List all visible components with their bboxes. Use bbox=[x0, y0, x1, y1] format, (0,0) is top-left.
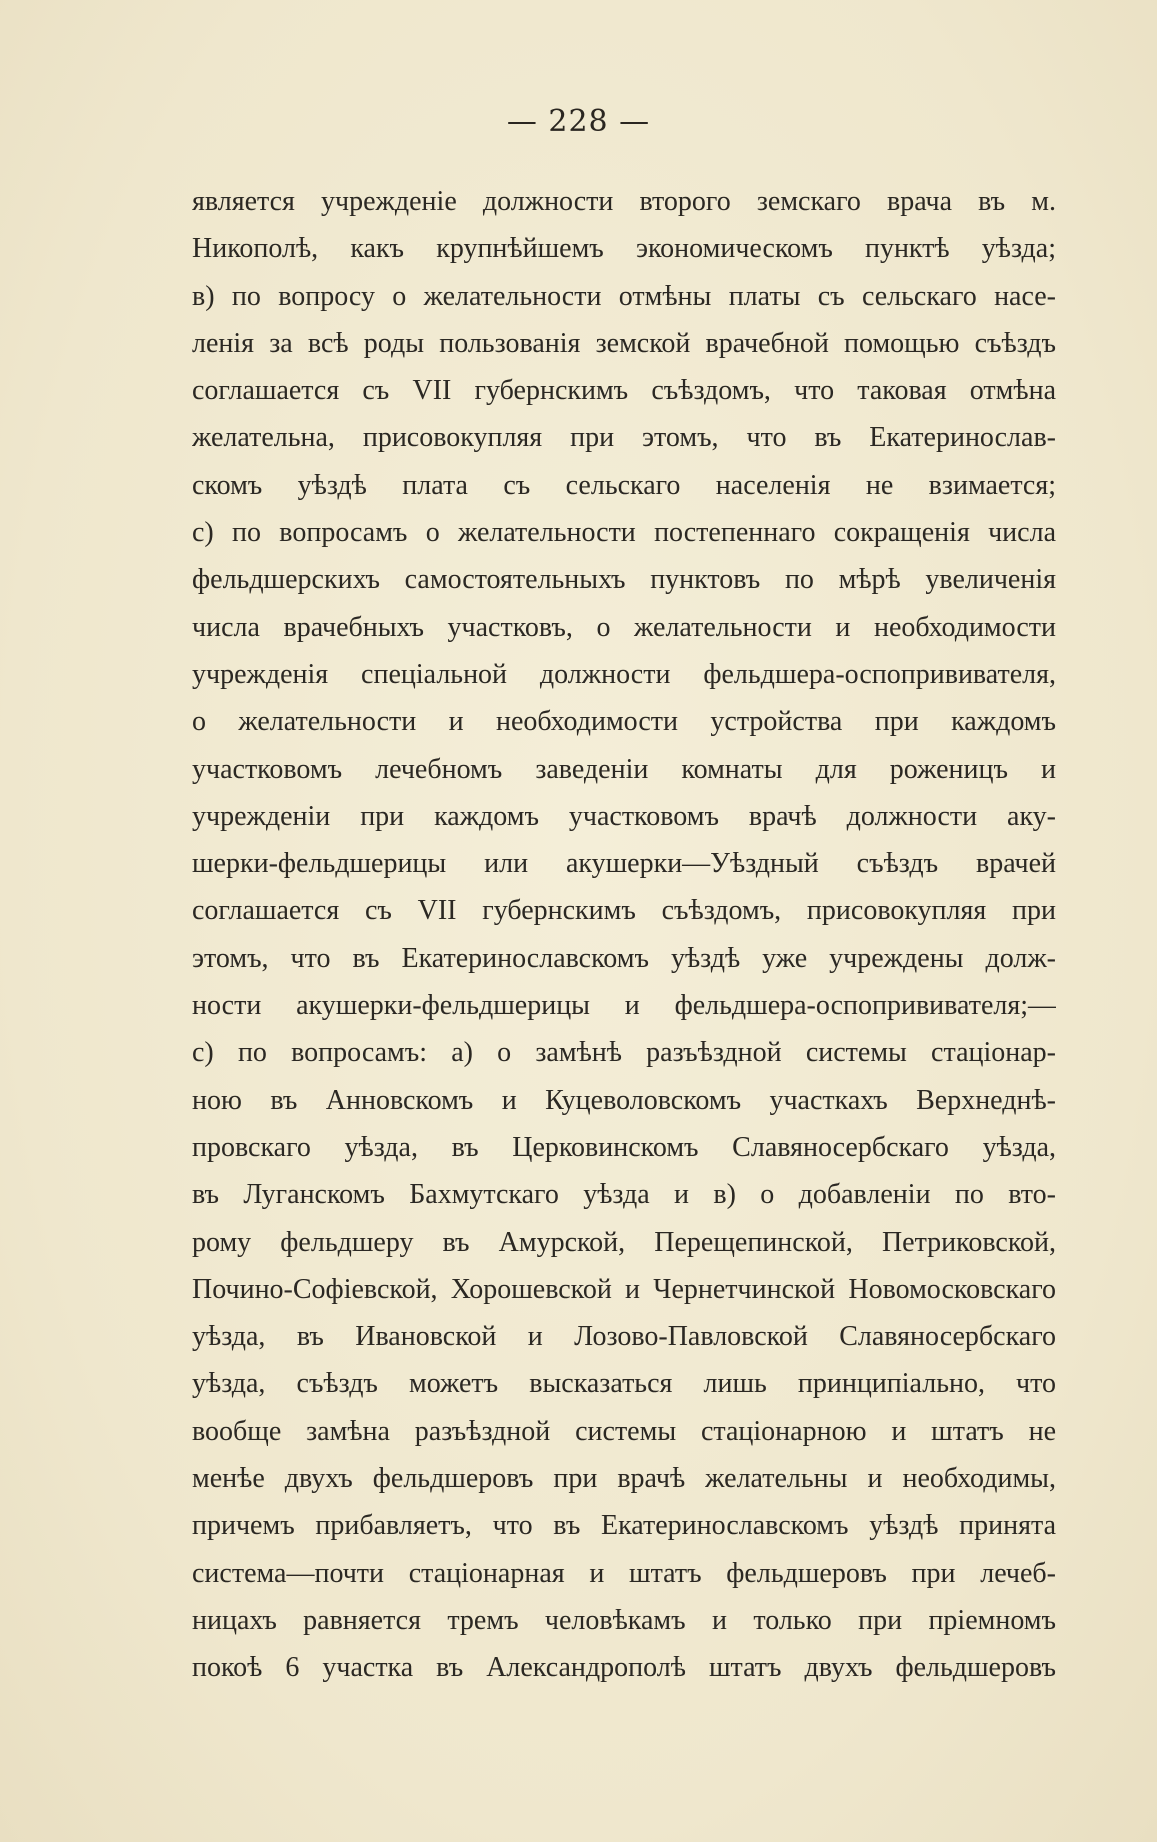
text-line: ности акушерки-фельдшерицы и фельдшера-оспопрививателя;— bbox=[192, 990, 1056, 1022]
text-line: учрежденіи при каждомъ участковомъ врачѣ должности аку- bbox=[192, 800, 1056, 832]
text-line: менѣе двухъ фельдшеровъ при врачѣ желательны и необходимы, bbox=[192, 1463, 1056, 1495]
page-number: — 228 — bbox=[506, 104, 651, 139]
text-line: соглашается съ VII губернскимъ съѣздомъ, что таковая отмѣна bbox=[192, 375, 1056, 407]
text-line: скомъ уѣздѣ плата съ сельскаго населенія не взимается; bbox=[192, 469, 1056, 501]
text-line: рому фельдшеру въ Амурской, Перещепинской, Петриковской, bbox=[192, 1226, 1056, 1258]
text-line: въ Луганскомъ Бахмутскаго уѣзда и в) о добавленіи по вто- bbox=[192, 1179, 1056, 1211]
text-line: ною въ Анновскомъ и Куцеволовскомъ участкахъ Верхнеднѣ- bbox=[192, 1084, 1056, 1116]
text-line: ницахъ равняется тремъ человѣкамъ и только при пріемномъ bbox=[192, 1604, 1056, 1636]
text-line: уѣзда, съѣздъ можетъ высказаться лишь принципіально, что bbox=[192, 1368, 1056, 1400]
text-line: покоѣ 6 участка въ Александрополѣ штатъ двухъ фельдшеровъ bbox=[192, 1652, 1056, 1684]
text-line: с) по вопросамъ о желательности постепеннаго сокращенія числа bbox=[192, 517, 1056, 549]
text-line: причемъ прибавляетъ, что въ Екатеринославскомъ уѣздѣ принята bbox=[192, 1510, 1056, 1542]
text-line: система—почти стаціонарная и штатъ фельдшеровъ при лечеб- bbox=[192, 1557, 1056, 1589]
text-line: желательна, присовокупляя при этомъ, что въ Екатеринослав- bbox=[192, 422, 1056, 454]
text-line: вообще замѣна разъѣздной системы стаціонарною и штатъ не bbox=[192, 1415, 1056, 1447]
text-line: учрежденія спеціальной должности фельдшера-оспопрививателя, bbox=[192, 658, 1056, 690]
text-line: участковомъ лечебномъ заведеніи комнаты для роженицъ и bbox=[192, 753, 1056, 785]
text-line: этомъ, что въ Екатеринославскомъ уѣздѣ уже учреждены долж- bbox=[192, 942, 1056, 974]
text-line: фельдшерскихъ самостоятельныхъ пунктовъ по мѣрѣ увеличенія bbox=[192, 564, 1056, 596]
text-line: соглашается съ VII губернскимъ съѣздомъ, присовокупляя при bbox=[192, 895, 1056, 927]
body-text bbox=[192, 178, 1056, 1692]
text-line: в) по вопросу о желательности отмѣны платы съ сельскаго насе- bbox=[192, 280, 1056, 312]
text-line: провскаго уѣзда, въ Церковинскомъ Славяносербскаго уѣзда, bbox=[192, 1131, 1056, 1163]
text-line: уѣзда, въ Ивановской и Лозово-Павловской Славяносербскаго bbox=[192, 1321, 1056, 1353]
text-line: Почино-Софіевской, Хорошевской и Чернетчинской Новомосковскаго bbox=[192, 1273, 1056, 1305]
text-line: ленія за всѣ роды пользованія земской врачебной помощью съѣздъ bbox=[192, 327, 1056, 359]
text-line: шерки-фельдшерицы или акушерки—Уѣздный съѣздъ врачей bbox=[192, 848, 1056, 880]
text-line: с) по вопросамъ: а) о замѣнѣ разъѣздной системы стаціонар- bbox=[192, 1037, 1056, 1069]
text-line: является учрежденіе должности второго земскаго врача въ м. bbox=[192, 186, 1056, 217]
text-line: о желательности и необходимости устройства при каждомъ bbox=[192, 706, 1056, 738]
text-line: Никополѣ, какъ крупнѣйшемъ экономическомъ пунктѣ уѣзда; bbox=[192, 233, 1056, 265]
text-line: числа врачебныхъ участковъ, о желательности и необходимости bbox=[192, 611, 1056, 643]
